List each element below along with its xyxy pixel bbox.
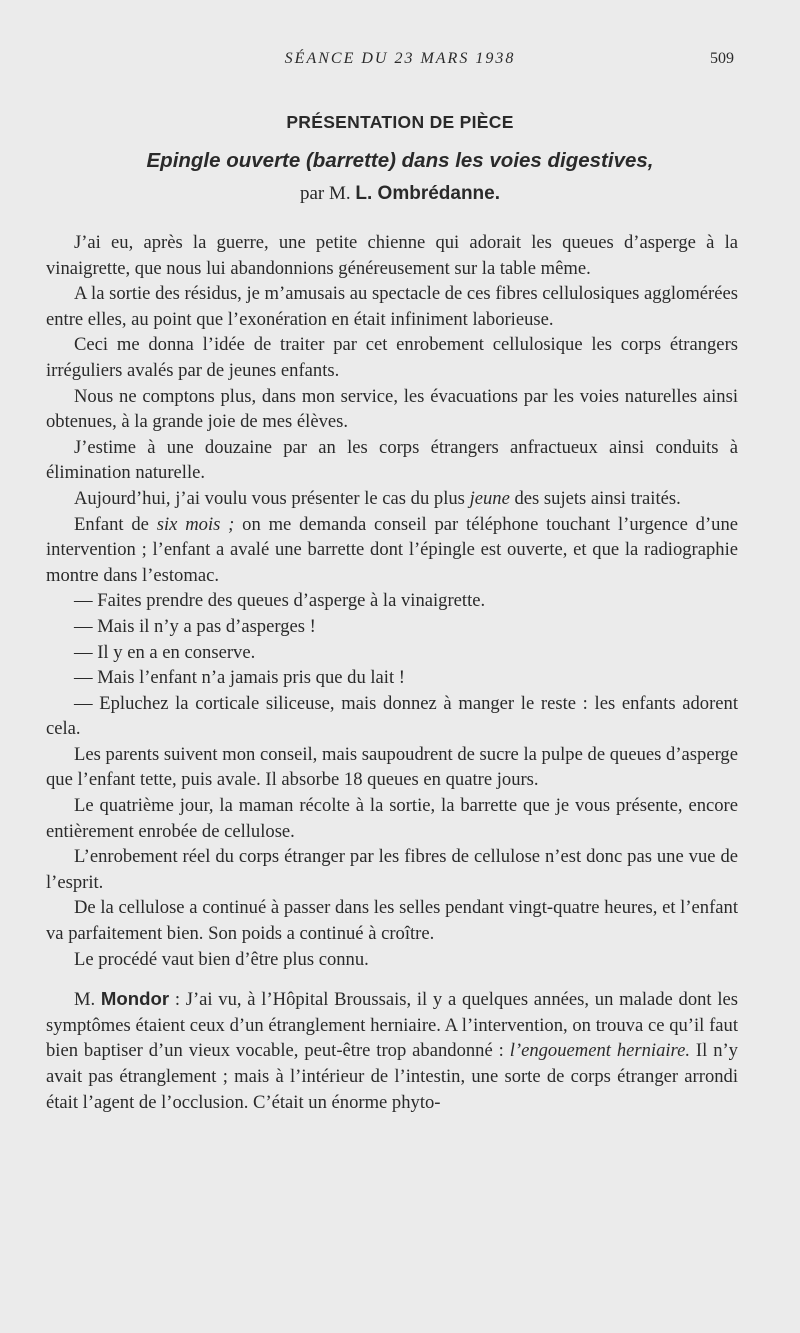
text-run: Il n’y avait pas étranglement ; mais à l’intérieur de l’intestin, une sorte de corps étranger arrondi était l’agent de l’occlusion. C’était un énorme phyto- xyxy=(46,1040,738,1113)
section-heading: PRÉSENTATION DE PIÈCE xyxy=(286,112,514,132)
paragraph: Ceci me donna l’idée de traiter par cet enrobement cellulosique les corps étrangers irréguliers avalés par de jeunes enfants. xyxy=(46,334,738,381)
byline-author: L. Ombrédanne. xyxy=(355,183,501,204)
byline-prefix: par M. xyxy=(299,183,356,204)
text-run: Enfant de xyxy=(74,513,157,535)
dialogue-line: — Mais l’enfant n’a jamais pris que du lait ! xyxy=(74,667,405,689)
paragraph: L’enrobement réel du corps étranger par les fibres de cellulose n’est donc pas une vue de l’esprit. xyxy=(46,846,738,893)
byline xyxy=(0,183,800,205)
running-title: SÉANCE DU 23 MARS 1938 xyxy=(284,50,516,67)
dialogue-line: — Il y en a en conserve. xyxy=(74,641,256,663)
dialogue-line: — Epluchez la corticale siliceuse, mais donnez à manger le reste : les enfants adorent cela. xyxy=(46,692,738,740)
article-body xyxy=(46,230,738,1115)
paragraph: J’ai eu, après la guerre, une petite chienne qui adorait les queues d’asperge à la vinaigrette, que nous lui abandonnions généreusement sur la table même. xyxy=(46,232,738,279)
paragraph: Le quatrième jour, la maman récolte à la sortie, la barrette que je vous présente, encore entièrement enrobée de cellulose. xyxy=(46,795,738,842)
paragraph: A la sortie des résidus, je m’amusais au spectacle de ces fibres cellulosiques agglomérées entre elles, au point que l’exonération en était infiniment laborieuse. xyxy=(46,283,738,330)
emphasis: six mois ; xyxy=(156,513,235,535)
page-number: 509 xyxy=(710,50,734,67)
text-run: on me demanda conseil par téléphone touchant l’urgence d’une intervention ; l’enfant a avalé une barrette dont l’épingle est ouverte, et que la radiographie montre dans l’estomac. xyxy=(46,513,738,586)
emphasis: l’engouement herniaire. xyxy=(509,1040,690,1062)
text-run: des sujets ainsi traités. xyxy=(509,487,681,509)
article-title: Epingle ouverte (barrette) dans les voies digestives, xyxy=(146,149,654,172)
paragraph: De la cellulose a continué à passer dans les selles pendant vingt-quatre heures, et l’enfant va parfaitement bien. Son poids a continué à croître. xyxy=(46,897,738,945)
paragraph: Nous ne comptons plus, dans mon service, les évacuations par les voies naturelles ainsi obtenues, à la grande joie de mes élèves. xyxy=(46,385,738,433)
dialogue-line: — Faites prendre des queues d’asperge à la vinaigrette. xyxy=(74,590,486,612)
paragraph: Le procédé vaut bien d’être plus connu. xyxy=(74,948,369,970)
paragraph xyxy=(46,486,738,512)
discussion-paragraph xyxy=(46,986,738,1115)
dialogue-line: — Mais il n’y a pas d’asperges ! xyxy=(74,615,316,637)
page-header xyxy=(0,50,800,74)
text-run: M. xyxy=(74,989,101,1011)
text-run: Aujourd’hui, j’ai voulu vous présenter le cas du plus xyxy=(74,487,470,509)
emphasis: jeune xyxy=(469,487,510,509)
paragraph xyxy=(46,512,738,589)
paragraph: Les parents suivent mon conseil, mais saupoudrent de sucre la pulpe de queues d’asperge que l’enfant tette, puis avale. Il absorbe 18 queues en quatre jours. xyxy=(46,743,738,791)
speaker-name: Mondor xyxy=(100,988,170,1010)
text-run: : J’ai vu, à l’Hôpital Broussais, il y a quelques années, un malade dont les symptômes étaient ceux d’un étranglement herniaire. A l’intervention, on trouva ce qu’il faut bien baptiser d’un vieux vocable, peut-être trop abandonné : xyxy=(46,989,738,1062)
paragraph: J’estime à une douzaine par an les corps étrangers anfractueux ainsi conduits à élimination naturelle. xyxy=(46,436,738,484)
